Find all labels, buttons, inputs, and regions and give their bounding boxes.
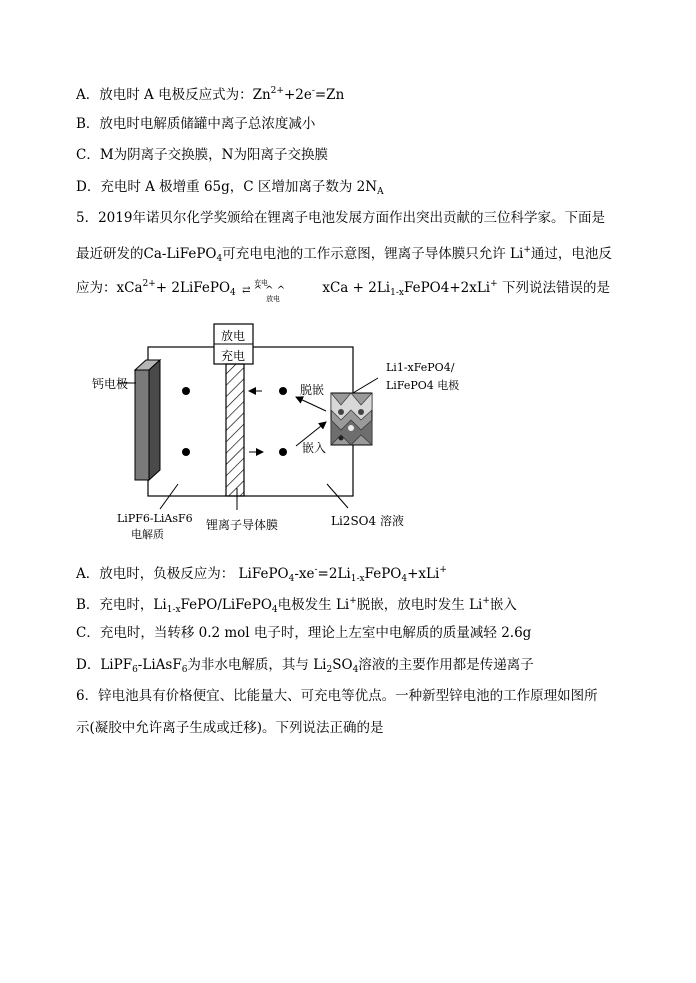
- sub: 1-x: [350, 574, 365, 584]
- ion-dot: [279, 448, 287, 456]
- q4-option-b: B．放电时电解质储罐中离子总浓度减小: [76, 116, 316, 132]
- charge-label: 充电: [221, 349, 246, 363]
- sub: 6: [132, 665, 138, 675]
- sup: 2+: [142, 279, 156, 289]
- sub: 2: [326, 665, 333, 675]
- sup: +: [523, 245, 531, 255]
- text: FePO: [364, 566, 402, 582]
- text: -LiAsF: [137, 657, 182, 673]
- sub: 1-x: [166, 605, 181, 615]
- text: 最近研发的Ca-LiFePO: [76, 246, 217, 262]
- text: 脱嵌，放电时发生 Li: [356, 597, 483, 613]
- sub: 4: [401, 574, 408, 584]
- sup: +: [482, 596, 490, 606]
- right-electrode-label-2: LiFePO4 电极: [386, 379, 460, 392]
- text: A．放电时，负极反应为： LiFePO: [76, 566, 289, 582]
- q5-option-c: C．充电时，当转移 0.2 mol 电子时，理论上左室中电解质的质量减轻 2.6g: [76, 625, 532, 641]
- right-electrode-label-1: Li1-xFePO4/: [386, 361, 455, 374]
- text: =2Li: [317, 566, 351, 582]
- text: 应为：xCa: [76, 280, 143, 296]
- sub: 6: [181, 665, 188, 675]
- arrow-top-label: 充电: [254, 278, 269, 287]
- arrow: [296, 397, 326, 411]
- text: B．充电时，Li: [76, 597, 167, 613]
- ca-electrode-label: 钙电极: [92, 377, 129, 391]
- sup: +: [490, 279, 498, 289]
- lithium-ion-membrane: [226, 364, 244, 496]
- text: =Zn: [314, 87, 345, 103]
- left-electrolyte-label-2: 电解质: [131, 528, 164, 541]
- discharge-label: 放电: [221, 329, 246, 343]
- sub: 4: [271, 605, 278, 615]
- arrow-bottom-label: 放电: [266, 294, 281, 303]
- text: FePO4+2xLi: [403, 280, 491, 296]
- text: 为非水电解质，其与 Li: [187, 657, 327, 673]
- q5-option-b: [76, 592, 517, 619]
- arrow-glyph: ⇄ ^ ^ ^: [242, 284, 286, 296]
- sup: 2+: [270, 86, 284, 96]
- text: xCa + 2Li: [318, 280, 391, 296]
- intercalation-label: 嵌入: [302, 441, 327, 455]
- ca-electrode: [135, 370, 149, 480]
- sup: -: [314, 565, 318, 575]
- sub: 4: [216, 254, 223, 264]
- membrane-label: 锂离子导体膜: [206, 518, 279, 532]
- text: 嵌入: [489, 597, 517, 613]
- sup: -: [311, 86, 315, 96]
- q4-option-c: C．M为阴离子交换膜，N为阳离子交换膜: [76, 147, 328, 163]
- deintercalation-label: 脱嵌: [300, 383, 325, 397]
- sub: 4: [230, 288, 236, 298]
- text: 可充电电池的工作示意图，锂离子导体膜只允许 Li: [222, 246, 524, 262]
- q6-stem-line-2: 示(凝胶中允许离子生成或迁移)。下列说法正确的是: [76, 720, 384, 736]
- text: 电极发生 Li: [277, 597, 350, 613]
- sub: 4: [352, 665, 359, 675]
- text: 溶液的主要作用都是传递离子: [358, 657, 534, 673]
- ion-dot: [279, 387, 287, 395]
- q5-option-a: [76, 561, 447, 588]
- cell-outline: [148, 347, 353, 496]
- right-solution-label: Li2SO4 溶液: [331, 514, 404, 528]
- text: -xe: [294, 566, 315, 582]
- text: SO: [332, 657, 353, 673]
- q5-stem-line-1: 5．2019年诺贝尔化学奖颁给在锂离子电池发展方面作出突出贡献的三位科学家。下面是: [76, 210, 605, 226]
- text: D．LiPF: [76, 657, 133, 673]
- text: FePO/LiFePO: [180, 597, 272, 613]
- lifepo4-electrode: [331, 393, 372, 445]
- ion-dot: [182, 387, 190, 395]
- sup: +: [439, 565, 447, 575]
- ion-dot: [182, 448, 190, 456]
- text: 下列说法错误的是: [497, 280, 610, 296]
- left-electrolyte-label-1: LiPF6-LiAsF6: [117, 512, 193, 525]
- q5-option-d: [76, 656, 534, 679]
- sup: +: [349, 596, 357, 606]
- text: A．放电时 A 电极反应式为：Zn: [76, 87, 271, 103]
- q6-stem-line-1: 6．锌电池具有价格便宜、比能量大、可充电等优点。一种新型锌电池的工作原理如图所: [76, 688, 598, 704]
- text: +xLi: [407, 566, 440, 582]
- text: D．充电时 A 极增重 65g，C 区增加离子数为 2N: [76, 179, 378, 195]
- sub: A: [377, 187, 384, 197]
- sub: 1-x: [390, 288, 404, 298]
- text: + 2LiFePO: [155, 280, 231, 296]
- text: +2e: [283, 87, 312, 103]
- text: 通过，电池反: [530, 246, 612, 262]
- sub: 4: [288, 574, 295, 584]
